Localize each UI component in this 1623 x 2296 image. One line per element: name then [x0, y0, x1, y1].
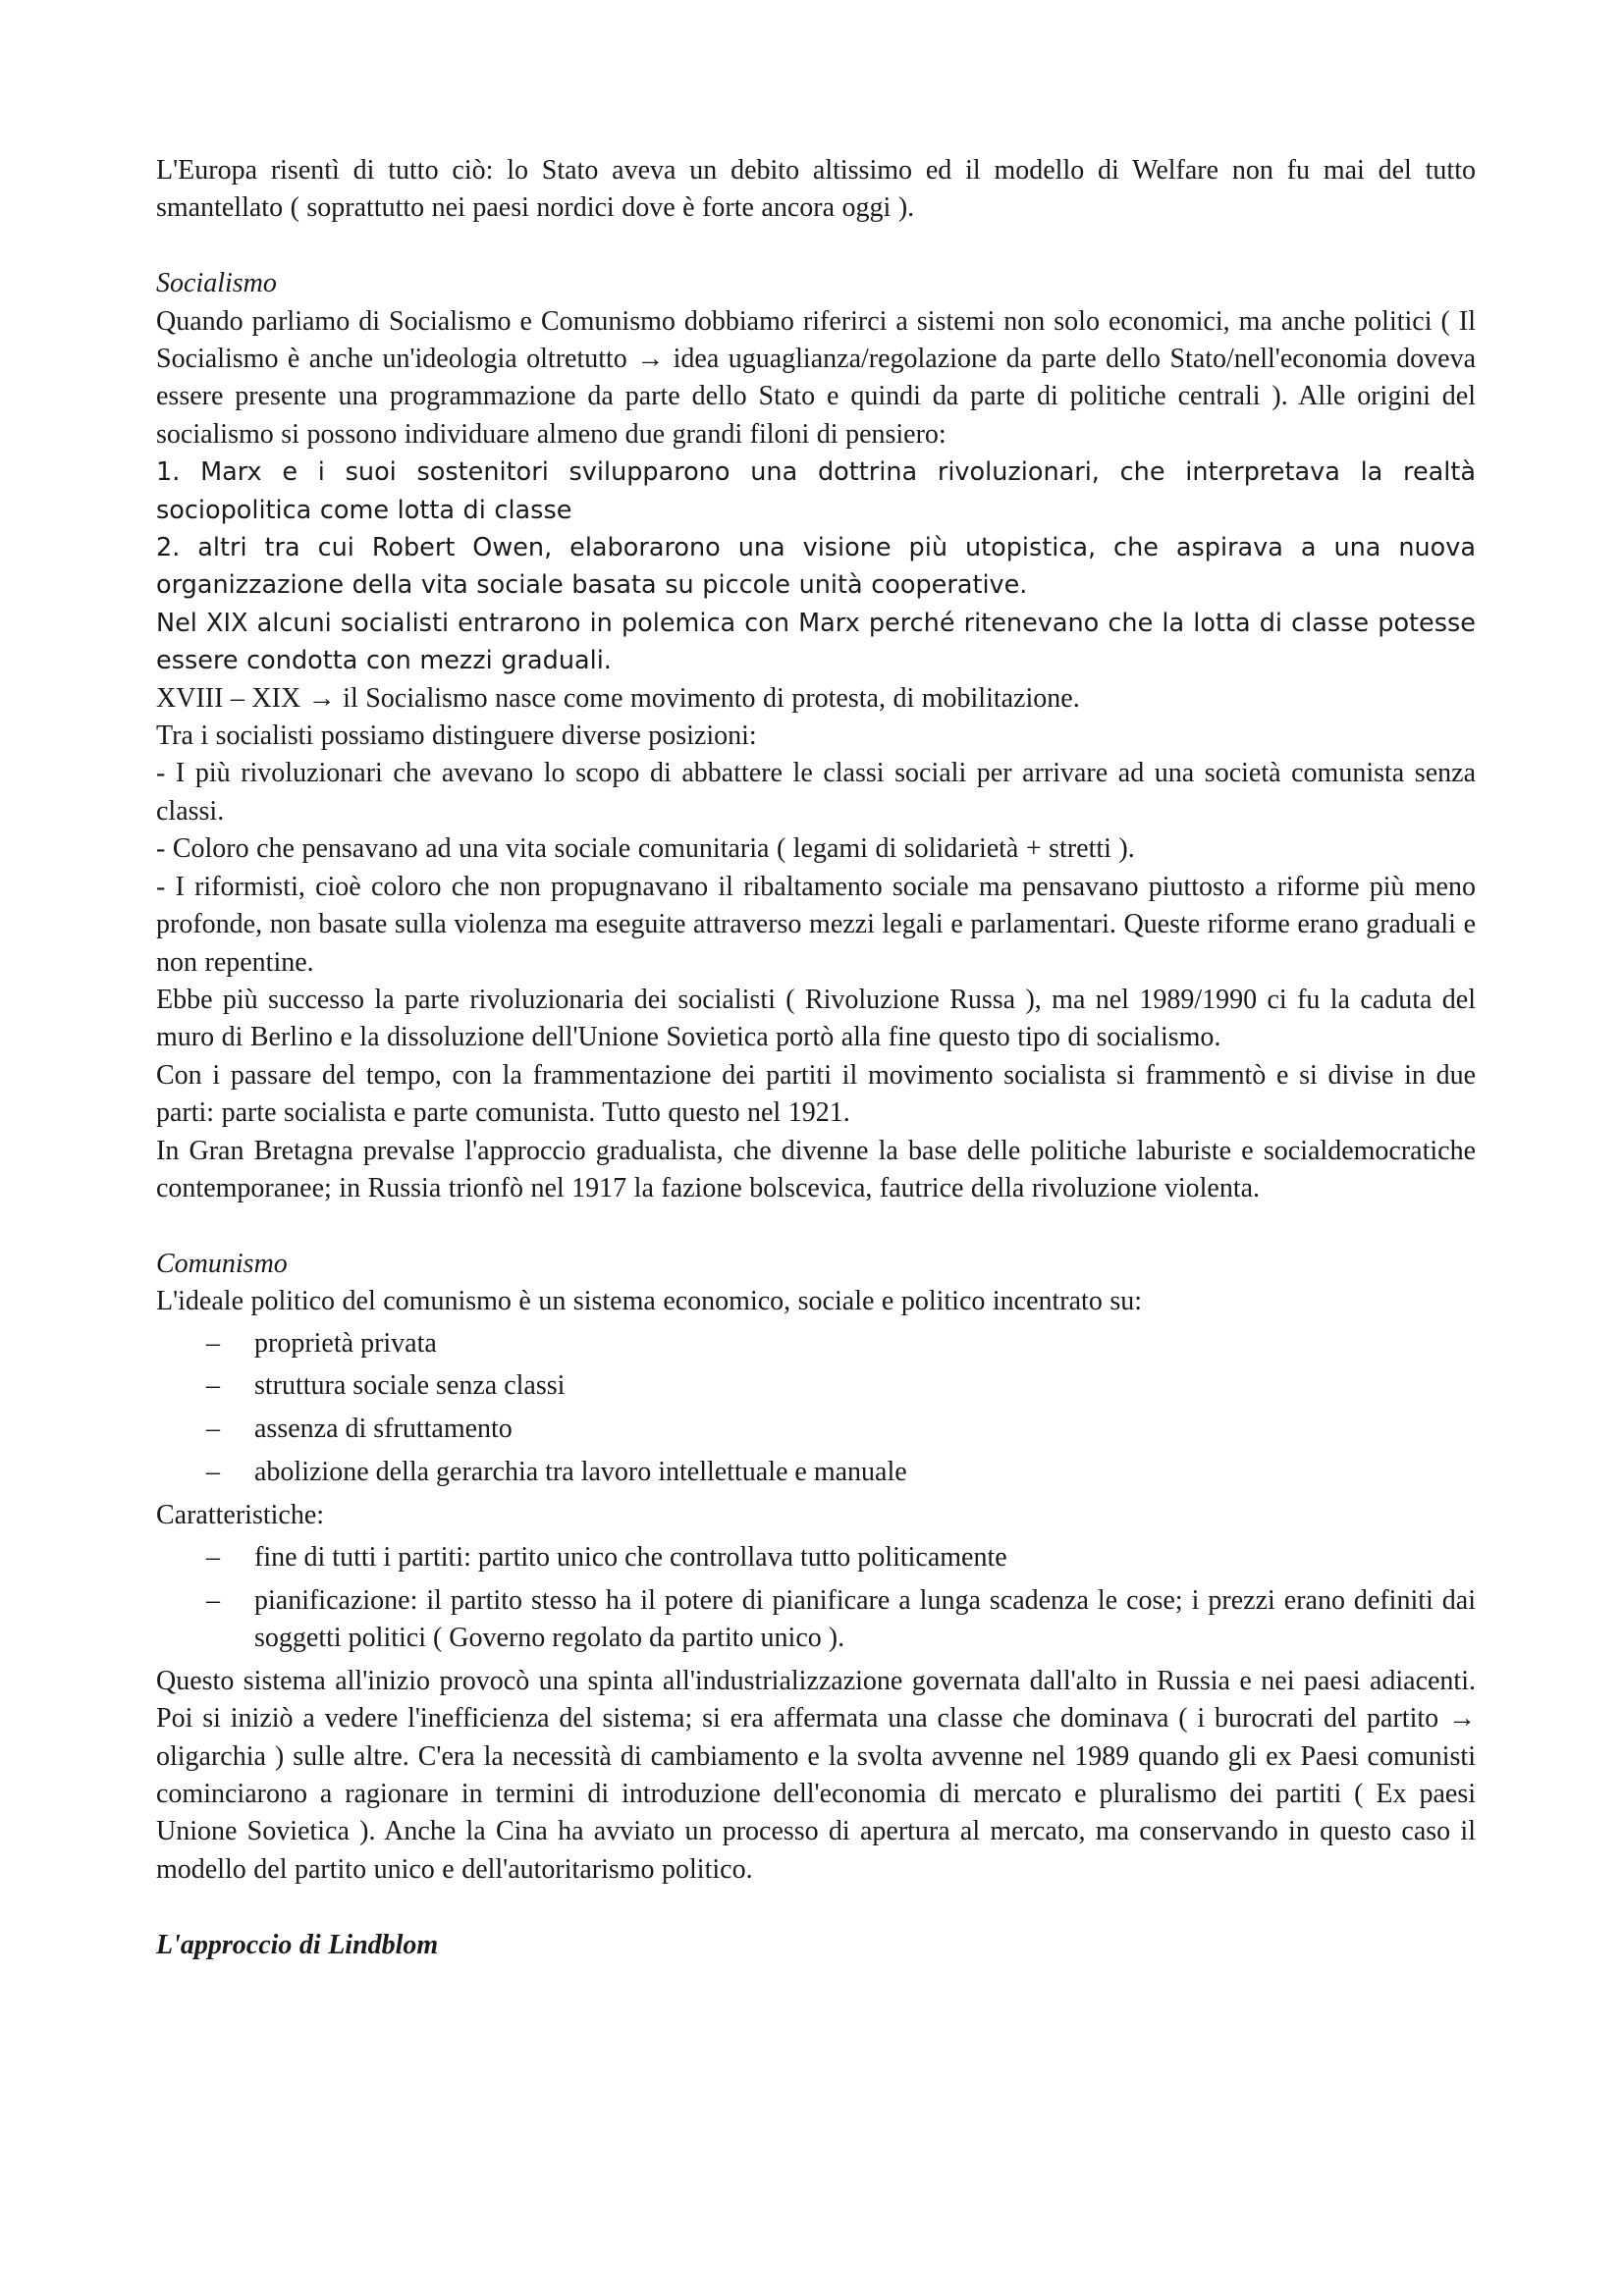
comunismo-intro: L'ideale politico del comunismo è un sistema economico, sociale e politico incentrato su:	[156, 1286, 1142, 1317]
list-item: – pianificazione: il partito stesso ha il potere di pianificare a lunga scadenza le cose; i prezzi erano definiti dai soggetti politici ( Governo regolato da partito unico ).	[156, 1582, 1476, 1658]
spacer	[156, 228, 1476, 265]
dash-bullet-icon: –	[206, 1541, 220, 1573]
list-item: – assenza di sfruttamento	[156, 1411, 1476, 1448]
dash-bullet-icon: –	[206, 1370, 220, 1402]
socialismo-position-rivoluzionari: - I più rivoluzionari che avevano lo scopo di abbattere le classi sociali per arrivare ad una società comunista senza classi.	[156, 758, 1476, 827]
socialismo-paragraph-gran-bretagna: In Gran Bretagna prevalse l'approccio gradualista, che divenne la base delle politiche laburiste e socialdemocratiche contemporanee; in Russia trionfò nel 1917 la fazione bolscevica, fautrice della rivoluzione violenta.	[156, 1135, 1476, 1203]
dash-bullet-icon: –	[206, 1414, 220, 1445]
heading-socialismo: Socialismo	[156, 268, 277, 299]
list-item: – proprietà privata	[156, 1325, 1476, 1362]
spacer	[156, 1207, 1476, 1245]
socialismo-position-riformisti: - I riformisti, cioè coloro che non propugnavano il ribaltamento sociale ma pensavano piuttosto a riforme più meno profonde, non basate sulla violenza ma eseguite attraverso mezzi legali e parlamentari. Queste riforme erano graduali e non repentine.	[156, 871, 1476, 978]
heading-comunismo: Comunismo	[156, 1248, 288, 1279]
socialismo-paragraph-frammentazione: Con i passare del tempo, con la frammentazione dei partiti il movimento socialista si frammentò e si divise in due parti: parte socialista e parte comunista. Tutto questo nel 1921.	[156, 1059, 1476, 1129]
dash-bullet-icon: –	[206, 1584, 220, 1616]
comunismo-ideal-list	[156, 1325, 1476, 1492]
list-item: – abolizione della gerarchia tra lavoro intellettuale e manuale	[156, 1454, 1476, 1491]
heading-lindblom: L'approccio di Lindblom	[156, 1929, 439, 1960]
socialismo-paragraph-xix: Nel XIX alcuni socialisti entrarono in polemica con Marx perché ritenevano che la lotta di classe potesse essere condotta con mezzi graduali.	[156, 608, 1476, 676]
socialismo-point-marx: 1. Marx e i suoi sostenitori svilupparono una dottrina rivoluzionari, che interpretava la realtà sociopolitica come lotta di classe	[156, 457, 1476, 525]
caratteristiche-label: Caratteristiche:	[156, 1500, 325, 1531]
list-item: – struttura sociale senza classi	[156, 1367, 1476, 1405]
socialismo-point-owen: 2. altri tra cui Robert Owen, elaborarono una visione più utopistica, che aspirava a una nuova organizzazione della vita sociale basata su piccole unità cooperative.	[156, 533, 1476, 601]
dash-bullet-icon: –	[206, 1457, 220, 1488]
intro-paragraph: L'Europa risentì di tutto ciò: lo Stato aveva un debito altissimo ed il modello di Welfare non fu mai del tutto smantellato ( soprattutto nei paesi nordici dove è forte ancora oggi ).	[156, 155, 1476, 224]
socialismo-paragraph-origins: XVIII – XIX → il Socialismo nasce come movimento di protesta, di mobilitazione.	[156, 682, 1080, 714]
comunismo-caratteristiche-list	[156, 1539, 1476, 1658]
comunismo-closing-paragraph: Questo sistema all'inizio provocò una spinta all'industrializzazione governata dall'alto in Russia e nei paesi adiacenti. Poi si iniziò a vedere l'inefficienza del sistema; si era affermata una classe che dominava ( i burocrati del partito → oligarchia ) sulle altre. C'era la necessità di cambiamento e la svolta avvenne nel 1989 quando gli ex Paesi comunisti cominciarono a ragionare in termini di introduzione dell'economia di mercato e pluralismo dei partiti ( Ex paesi Unione Sovietica ). Anche la Cina ha avviato un processo di apertura al mercato, ma conservando in questo caso il modello del partito unico e dell'autoritarismo politico.	[156, 1665, 1476, 1885]
socialismo-paragraph-1: Quando parliamo di Socialismo e Comunismo dobbiamo riferirci a sistemi non solo economici, ma anche politici ( Il Socialismo è anche un'ideologia oltretutto → idea uguaglianza/regolazione da parte dello Stato/nell'economia doveva essere presente una programmazione da parte dello Stato e quindi da parte di politiche centrali ). Alle origini del socialismo si possono individuare almeno due grandi filoni di pensiero:	[156, 305, 1476, 450]
spacer	[156, 1889, 1476, 1926]
document-page	[156, 152, 1476, 1964]
socialismo-paragraph-successo: Ebbe più successo la parte rivoluzionaria dei socialisti ( Rivoluzione Russa ), ma nel 1989/1990 ci fu la caduta del muro di Berlino e la dissoluzione dell'Unione Sovietica portò alla fine questo tipo di socialismo.	[156, 984, 1476, 1053]
dash-bullet-icon: –	[206, 1327, 220, 1359]
list-item: – fine di tutti i partiti: partito unico che controllava tutto politicamente	[156, 1539, 1476, 1576]
socialismo-position-comunitaria: - Coloro che pensavano ad una vita sociale comunitaria ( legami di solidarietà + stretti ).	[156, 833, 1135, 865]
socialismo-paragraph-positions: Tra i socialisti possiamo distinguere diverse posizioni:	[156, 721, 757, 752]
